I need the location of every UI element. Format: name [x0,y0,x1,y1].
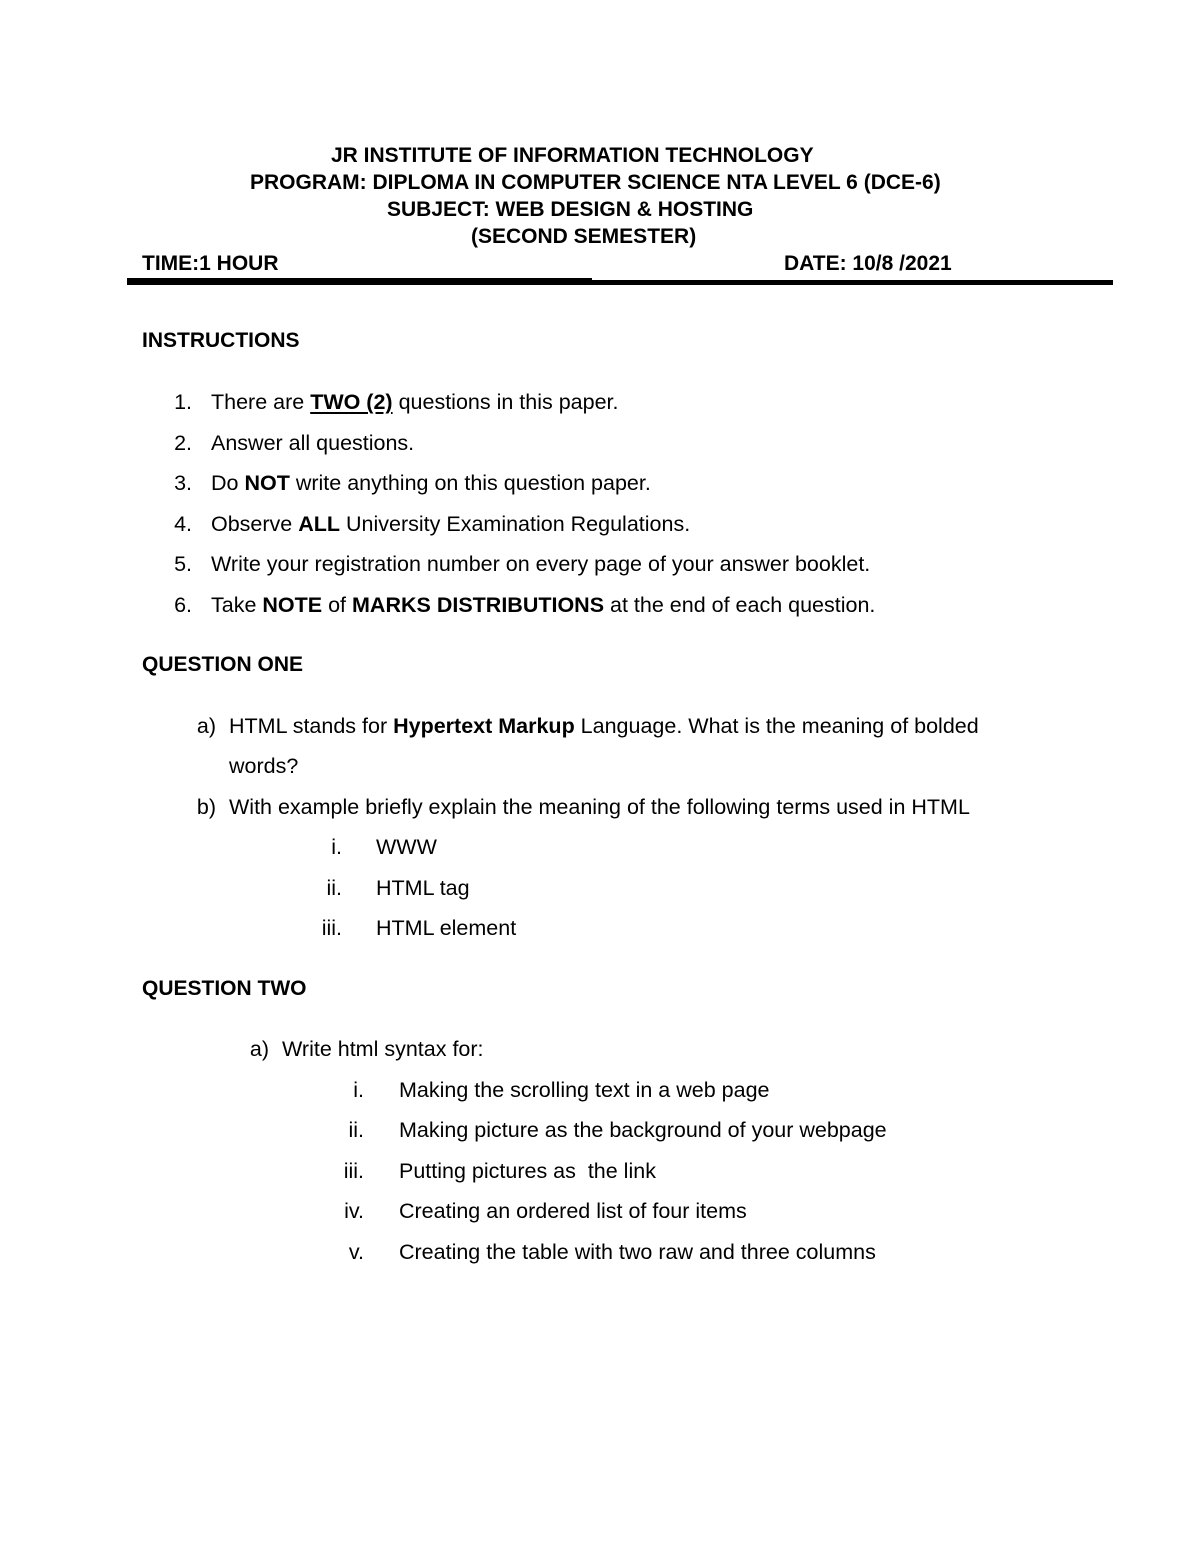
sub-item-text: HTML element [376,916,517,940]
sub-item-number: iv. [344,1199,364,1223]
instruction-item: There are TWO (2) questions in this paper. [211,390,619,414]
header-divider [127,280,1113,285]
instruction-item: Take NOTE of MARKS DISTRIBUTIONS at the end of each question. [211,593,876,617]
institute-title: JR INSTITUTE OF INFORMATION TECHNOLOGY [331,144,814,167]
question-part-text: HTML stands for Hypertext Markup Language. What is the meaning of bolded [229,714,979,738]
question-part-text: Write html syntax for: [282,1037,484,1061]
sub-item-text: WWW [376,835,437,859]
sub-item-number: v. [348,1240,364,1264]
sub-item-text: Making picture as the background of your webpage [399,1118,887,1142]
instruction-number: 1. [174,390,192,414]
sub-item-text: Creating the table with two raw and three columns [399,1240,876,1264]
instruction-item: Answer all questions. [211,431,415,455]
question-part-label: a) [196,714,216,738]
instruction-number: 6. [174,593,192,617]
instruction-item: Do NOT write anything on this question paper. [211,471,651,495]
sub-item-number: ii. [348,1118,364,1142]
instruction-number: 5. [174,552,192,576]
question-part-label: b) [196,795,216,819]
question-part-label: a) [249,1037,269,1061]
sub-item-number: iii. [343,1159,364,1183]
question-part-text: With example briefly explain the meaning of the following terms used in HTML [229,795,970,819]
sub-item-number: ii. [326,876,342,900]
exam-time: TIME:1 HOUR [142,252,279,275]
instruction-item: Observe ALL University Examination Regulations. [211,512,691,536]
sub-item-text: Putting pictures as the link [399,1159,656,1183]
instruction-number: 4. [174,512,192,536]
instruction-item: Write your registration number on every page of your answer booklet. [211,552,871,576]
subject-title: SUBJECT: WEB DESIGN & HOSTING [387,198,754,221]
sub-item-number: i. [353,1078,364,1102]
instructions-heading: INSTRUCTIONS [142,329,300,352]
question-one-heading: QUESTION ONE [142,653,304,676]
instruction-number: 2. [174,431,192,455]
sub-item-text: Creating an ordered list of four items [399,1199,747,1223]
exam-date: DATE: 10/8 /2021 [784,252,952,275]
sub-item-number: i. [331,835,342,859]
sub-item-text: Making the scrolling text in a web page [399,1078,770,1102]
instruction-number: 3. [174,471,192,495]
sub-item-text: HTML tag [376,876,470,900]
program-title: PROGRAM: DIPLOMA IN COMPUTER SCIENCE NTA LEVEL 6 (DCE-6) [250,171,941,194]
question-two-heading: QUESTION TWO [142,977,307,1000]
semester-title: (SECOND SEMESTER) [471,225,697,248]
question-part-continuation: words? [229,754,299,778]
sub-item-number: iii. [321,916,342,940]
